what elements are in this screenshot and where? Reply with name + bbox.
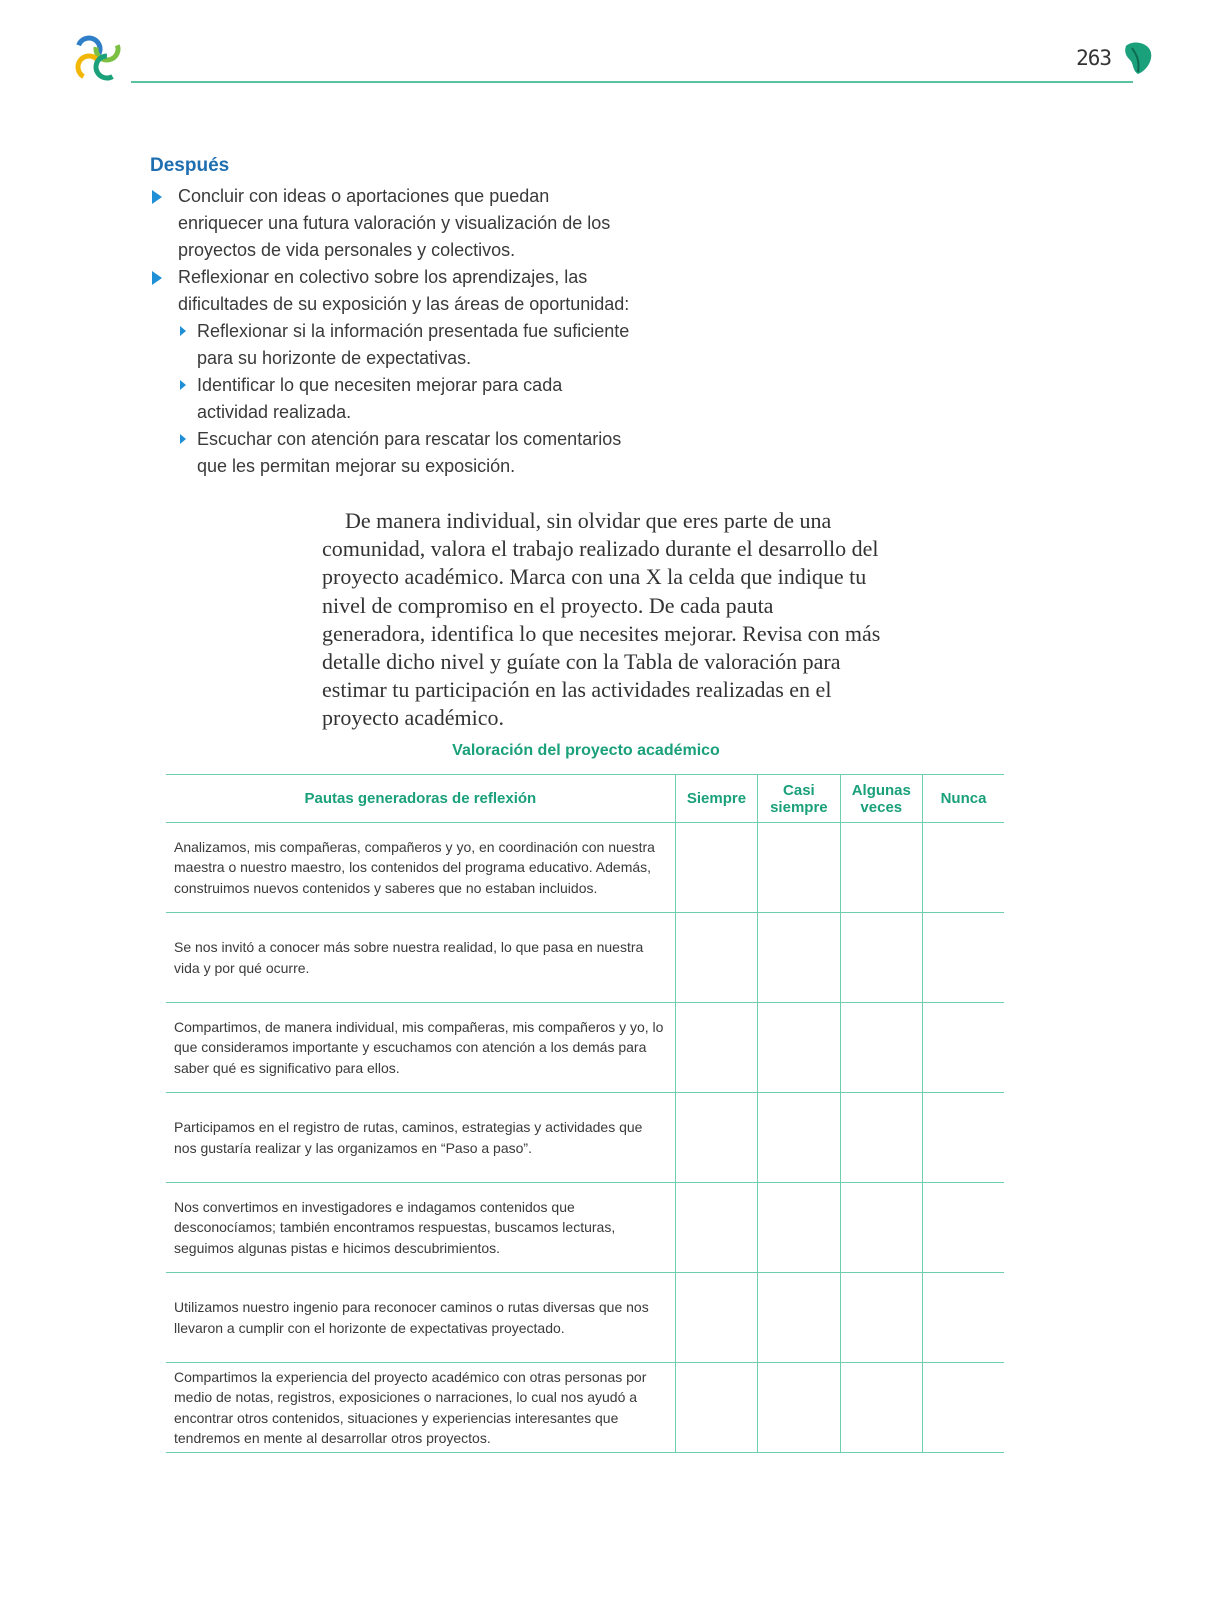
list-item [150, 426, 630, 480]
table-row [166, 1093, 1004, 1183]
rating-cell-algunas-veces[interactable] [840, 1363, 922, 1453]
rating-cell-siempre[interactable] [675, 823, 757, 913]
rating-cell-siempre[interactable] [675, 1093, 757, 1183]
criterion-cell: Nos convertimos en investigadores e indagamos contenidos que desconocíamos; también encontramos respuestas, buscamos lecturas, seguimos algunas pistas e hicimos descubrimientos. [166, 1183, 675, 1273]
column-header-algunas-veces: Algunas veces [840, 775, 922, 823]
table-header-row [166, 775, 1004, 823]
sub-bullet-text: Reflexionar si la información presentada fue suficiente para su horizonte de expectativas. [197, 321, 630, 368]
rating-cell-casi-siempre[interactable] [758, 1093, 840, 1183]
bullet-triangle-icon [180, 326, 186, 336]
rating-cell-nunca[interactable] [923, 913, 1004, 1003]
rating-cell-casi-siempre[interactable] [758, 1273, 840, 1363]
rating-cell-algunas-veces[interactable] [840, 1273, 922, 1363]
list-item [150, 264, 630, 318]
page-number: 263 [1076, 46, 1111, 70]
rating-cell-siempre[interactable] [675, 913, 757, 1003]
bullet-triangle-icon [152, 190, 162, 204]
despues-section [150, 155, 630, 480]
bullet-list [150, 183, 630, 318]
criterion-cell: Se nos invitó a conocer más sobre nuestra realidad, lo que pasa en nuestra vida y por qué ocurre. [166, 913, 675, 1003]
leaf-icon [1122, 40, 1154, 76]
rating-cell-nunca[interactable] [923, 1093, 1004, 1183]
criterion-cell: Utilizamos nuestro ingenio para reconocer caminos o rutas diversas que nos llevaron a cumplir con el horizonte de expectativas proyectado. [166, 1273, 675, 1363]
rating-cell-algunas-veces[interactable] [840, 913, 922, 1003]
sub-bullet-text: Escuchar con atención para rescatar los comentarios que les permitan mejorar su exposición. [197, 429, 622, 476]
rating-cell-algunas-veces[interactable] [840, 1003, 922, 1093]
rating-cell-siempre[interactable] [675, 1003, 757, 1093]
list-item [150, 318, 630, 372]
bullet-triangle-icon [180, 434, 186, 444]
rating-cell-algunas-veces[interactable] [840, 823, 922, 913]
rating-cell-siempre[interactable] [675, 1273, 757, 1363]
sub-bullet-text: Identificar lo que necesiten mejorar para cada actividad realizada. [197, 375, 563, 422]
rating-cell-casi-siempre[interactable] [758, 823, 840, 913]
rating-cell-casi-siempre[interactable] [758, 913, 840, 1003]
column-header-siempre: Siempre [675, 775, 757, 823]
bullet-triangle-icon [152, 271, 162, 285]
rating-cell-casi-siempre[interactable] [758, 1183, 840, 1273]
bullet-text: Reflexionar en colectivo sobre los aprendizajes, las dificultades de su exposición y las áreas de oportunidad: [178, 267, 630, 314]
program-logo-icon [72, 32, 124, 84]
column-header-nunca: Nunca [923, 775, 1004, 823]
criterion-cell: Participamos en el registro de rutas, caminos, estrategias y actividades que nos gustaría realizar y las organizamos en “Paso a paso”. [166, 1093, 675, 1183]
instruction-paragraph: De manera individual, sin olvidar que eres parte de una comunidad, valora el trabajo realizado durante el desarrollo del proyecto académico. Marca con una X la celda que indique tu nivel de compromiso en el proyecto. De cada pauta generadora, identifica lo que necesites mejorar. Revisa con más detalle dicho nivel y guíate con la Tabla de valoración para estimar tu participación en las actividades realizadas en el proyecto académico. [322, 508, 881, 731]
column-header-criterion: Pautas generadoras de reflexión [166, 775, 675, 823]
table-row [166, 913, 1004, 1003]
criterion-cell: Analizamos, mis compañeras, compañeros y yo, en coordinación con nuestra maestra o nuestro maestro, los contenidos del programa educativo. Además, construimos nuevos contenidos y saberes que no estaban incluidos. [166, 823, 675, 913]
rating-cell-nunca[interactable] [923, 1183, 1004, 1273]
rating-cell-algunas-veces[interactable] [840, 1183, 922, 1273]
table-row [166, 1183, 1004, 1273]
section-heading: Después [150, 155, 230, 176]
list-item [150, 183, 630, 264]
table-row [166, 823, 1004, 913]
criterion-cell: Compartimos la experiencia del proyecto académico con otras personas por medio de notas, registros, exposiciones o narraciones, lo cual nos ayudó a encontrar otros contenidos, situaciones y experiencias interesantes que tendremos en mente al desarrollar otros proyectos. [166, 1363, 675, 1453]
rating-cell-casi-siempre[interactable] [758, 1003, 840, 1093]
bullet-triangle-icon [180, 380, 186, 390]
list-item [150, 372, 630, 426]
table-row [166, 1363, 1004, 1453]
table-title: Valoración del proyecto académico [452, 742, 720, 759]
rating-cell-nunca[interactable] [923, 1363, 1004, 1453]
table-row [166, 1003, 1004, 1093]
criterion-cell: Compartimos, de manera individual, mis compañeras, mis compañeros y yo, lo que consideramos importante y escuchamos con atención a los demás para saber qué es significativo para ellos. [166, 1003, 675, 1093]
table-row [166, 1273, 1004, 1363]
rating-cell-nunca[interactable] [923, 1273, 1004, 1363]
rating-cell-algunas-veces[interactable] [840, 1093, 922, 1183]
rating-table [166, 774, 1004, 1453]
sub-bullet-list [150, 318, 630, 480]
rating-cell-siempre[interactable] [675, 1183, 757, 1273]
rating-cell-nunca[interactable] [923, 1003, 1004, 1093]
rating-cell-siempre[interactable] [675, 1363, 757, 1453]
bullet-text: Concluir con ideas o aportaciones que puedan enriquecer una futura valoración y visualización de los proyectos de vida personales y colectivos. [178, 186, 611, 260]
column-header-casi-siempre: Casi siempre [758, 775, 840, 823]
rating-cell-casi-siempre[interactable] [758, 1363, 840, 1453]
rating-cell-nunca[interactable] [923, 823, 1004, 913]
header-rule [131, 81, 1133, 83]
